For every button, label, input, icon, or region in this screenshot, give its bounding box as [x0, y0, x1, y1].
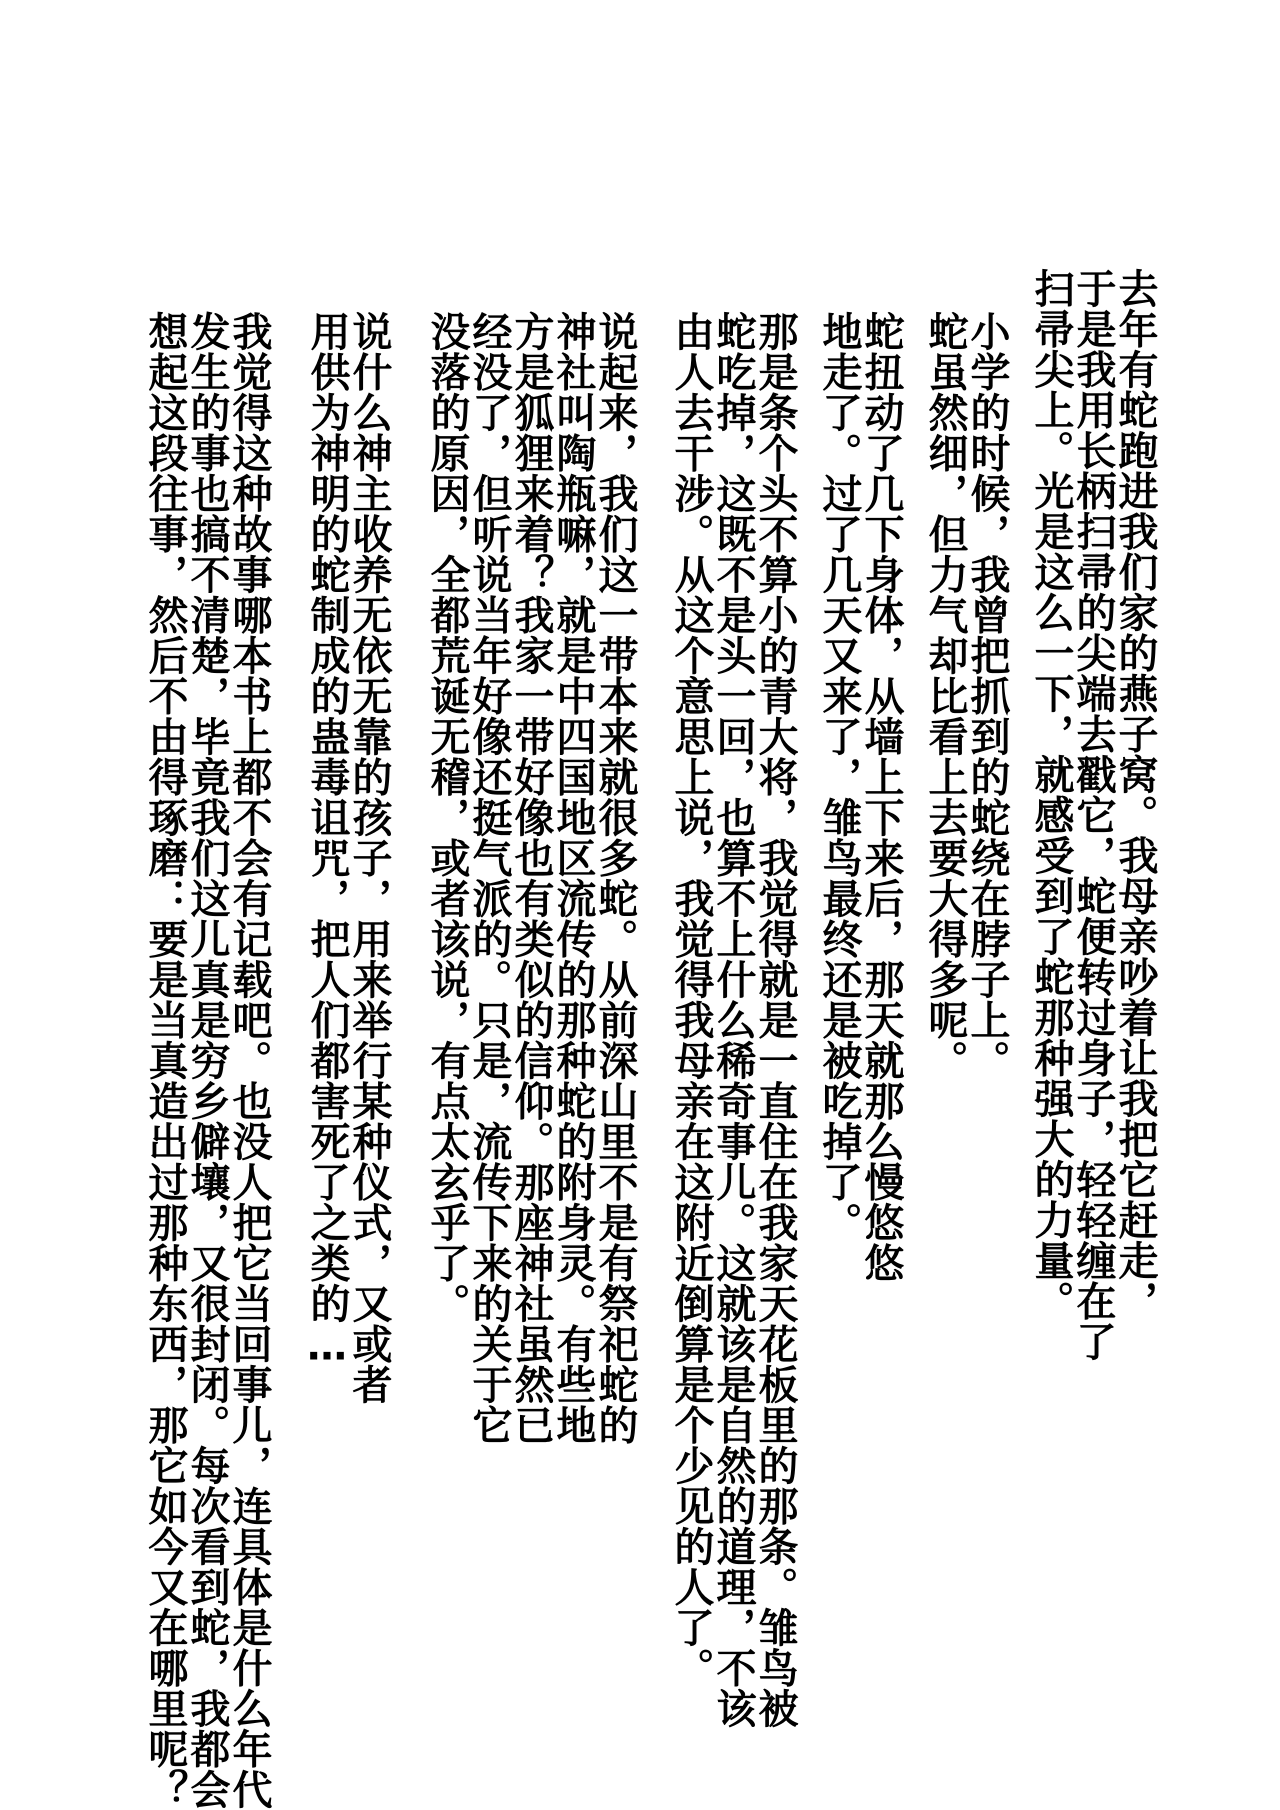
text-column-13: 方是狐狸来着？我家一带好像也有类似的信仰。那座神社虽然已: [508, 311, 554, 1445]
text-column-19: 发生的事也搞不清楚，毕竟我们这儿真是穷乡僻壤，又很封闭。每次看到蛇，我都会: [184, 311, 230, 1810]
text-column-16: 说什么神主收养无依无靠的孩子，用来举行某种仪式，又或者: [346, 311, 392, 1405]
text-column-8: 那是条个头不算小的青大将，我觉得就是一直住在我家天花板里的那条。雏鸟被: [752, 311, 798, 1729]
text-column-12: 神社叫陶瓶嘛，就是中四国地区流传的那种蛇的附身灵。有些地: [550, 311, 596, 1445]
text-column-14: 经没了，但听说当年好像还挺气派的。只是，流传下来的关于它: [466, 311, 512, 1445]
text-column-2: 于是我用长柄扫帚的尖端去戳它，蛇便转过身子，轻轻缠在了: [1070, 268, 1116, 1362]
text-column-6: 蛇扭动了几下身体，从墙上下来后，那天就那么慢悠悠: [858, 311, 904, 1283]
text-column-18: 我觉得这种故事哪本书上都不会有记载吧。也没人把它当回事儿，连具体是什么年代: [226, 311, 272, 1810]
text-column-4: 小学的时候，我曾把抓到的蛇绕在脖子上。: [964, 311, 1010, 1081]
text-column-9: 蛇吃掉，这既不是头一回，也算不上什么稀奇事儿。这就该是自然的道理，不该: [710, 311, 756, 1729]
text-column-1: 去年有蛇跑进我们家的燕子窝。我母亲吵着让我把它赶走，: [1112, 268, 1158, 1321]
text-column-11: 说起来，我们这一带本来就很多蛇。从前深山里不是有祭祀蛇的: [592, 311, 638, 1445]
text-column-20: 想起这段往事，然后不由得琢磨：要是当真造出过那种东西，那它如今又在哪里呢？: [142, 311, 188, 1810]
text-column-15: 没落的原因，全都荒诞无稽，或者该说，有点太玄乎了。: [424, 311, 470, 1324]
text-column-5: 蛇虽然细，但力气却比看上去要大得多呢。: [922, 311, 968, 1081]
text-column-7: 地走了。过了几天又来了，雏鸟最终还是被吃掉了。: [816, 311, 862, 1243]
text-column-10: 由人去干涉。从这个意思上说，我觉得我母亲在这附近倒算是个少见的人了。: [668, 311, 714, 1688]
text-column-3: 扫帚尖上。光是这么一下，就感受到了蛇那种强大的力量。: [1028, 268, 1074, 1321]
text-column-17: 用供为神明的蛇制成的蛊毒诅咒，把人们都害死了之类的…: [304, 311, 350, 1370]
